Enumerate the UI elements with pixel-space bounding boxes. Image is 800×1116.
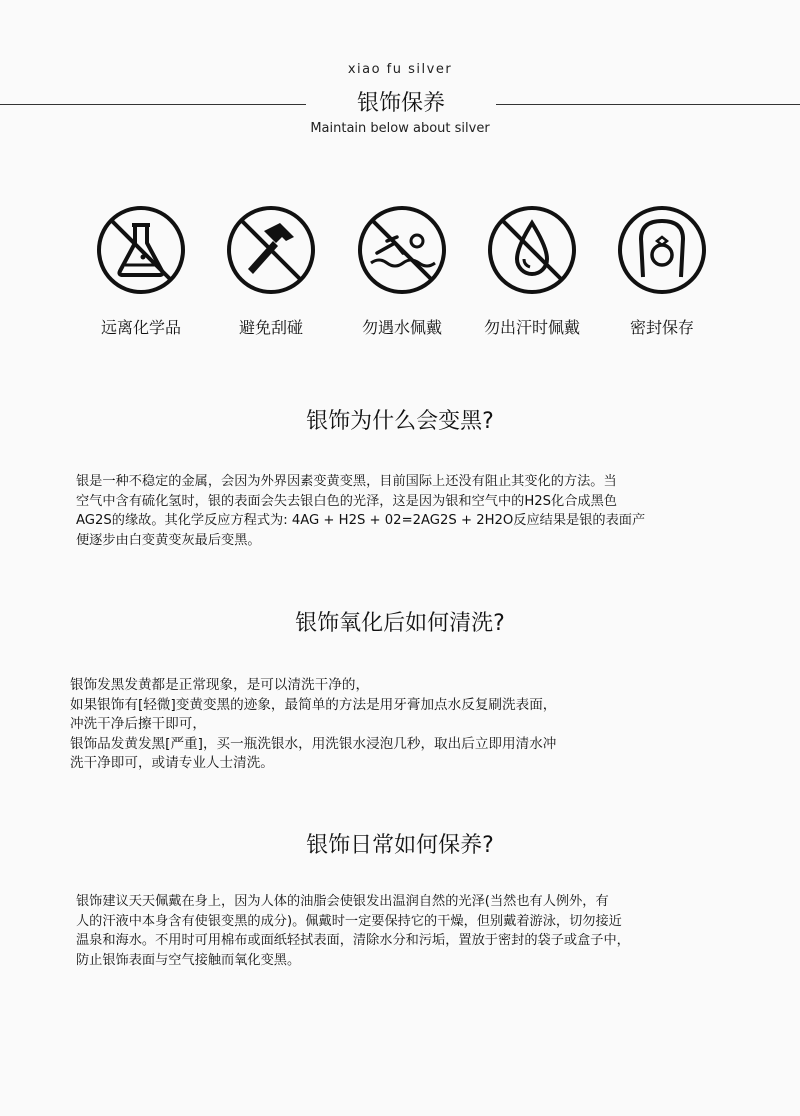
care-item-chemicals [76,205,206,338]
swimming-icon [357,205,447,295]
care-item-scratch [206,205,336,338]
section-title-blackening: 银饰为什么会变黑? [306,409,494,434]
page-title: 银饰保养 [356,91,445,116]
care-item-sweat [467,205,597,338]
section-title-daily-care: 银饰日常如何保养? [306,833,494,858]
divider-right [496,104,800,105]
care-label: 勿出汗时佩戴 [483,318,580,337]
ring-box-icon [617,205,707,295]
section-body-daily-care: 银饰建议天天佩戴在身上，因为人体的油脂会使银发出温润自然的光泽(当然也有人例外，有 人的汗液中本身含有使银变黑的成分)。佩戴时一定要保持它的干燥，但别戴着游泳，切勿接近 温泉和海水。不用时可用棉布或面纸轻拭表面，清除水分和污垢，置放于密封的袋子或盒子中， 防止银饰表面与空气接触而氧化变黑。 [76,894,630,968]
flask-icon [96,205,186,295]
divider-left [0,104,306,105]
drop-icon [487,205,577,295]
section-body-blackening: 银是一种不稳定的金属，会因为外界因素变黄变黑，目前国际上还没有阻止其变化的方法。当 空气中含有硫化氢时，银的表面会失去银白色的光泽，这是因为银和空气中的H2S化合成黑色 AG2S的缘故。其化学反应方程式为: 4AG + H2S + 02=2AG2S + 2H2O反应结果是银的表面产 便逐步由白变黄变灰最后变黑。 [76,474,646,548]
care-label: 密封保存 [629,318,694,337]
care-icons-row [0,205,800,345]
hammer-icon [226,205,316,295]
care-item-water [337,205,467,338]
care-label: 远离化学品 [100,318,181,337]
page-subtitle: Maintain below about silver [310,121,490,136]
section-title-cleaning: 银饰氧化后如何清洗? [295,611,505,636]
brand-name: xiao fu silver [347,62,453,77]
section-body-cleaning: 银饰发黑发黄都是正常现象，是可以清洗干净的， 如果银饰有[轻微]变黄变黑的迹象，最简单的方法是用牙膏加点水反复刷洗表面， 冲洗干净后擦干即可， 银饰品发黄发黑[严重]，买一瓶洗银水，用洗银水浸泡几秒，取出后立即用清水冲 洗干净即可，或请专业人士清洗。 [70,677,557,771]
care-label: 勿遇水佩戴 [361,318,442,337]
care-item-sealed [597,205,727,338]
title-row [0,86,800,122]
care-label: 避免刮碰 [238,318,303,337]
